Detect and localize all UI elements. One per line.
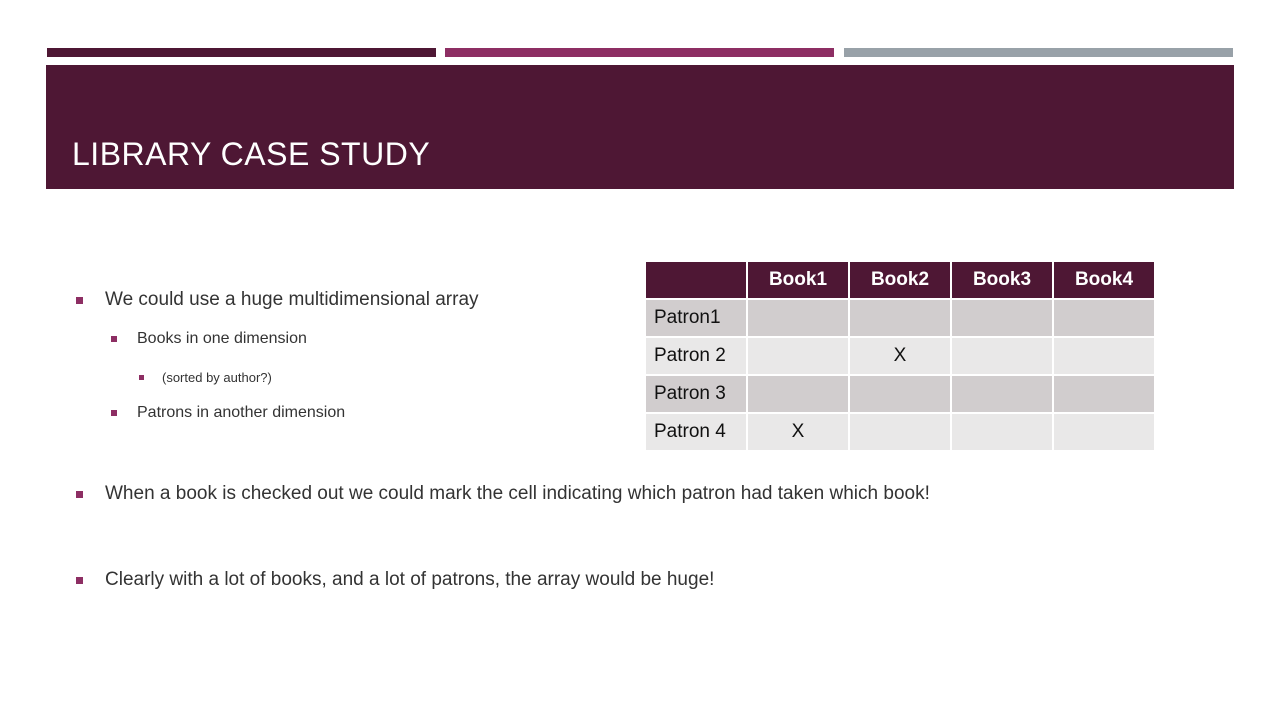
- table-header-cell: Book3: [951, 261, 1053, 299]
- table-cell: [849, 299, 951, 337]
- table-row: [645, 337, 1155, 375]
- row-label-cell: Patron1: [645, 299, 747, 337]
- table-cell: [951, 375, 1053, 413]
- bullet-square-icon: [76, 577, 83, 584]
- table-cell: [951, 337, 1053, 375]
- bullet-text: Patrons in another dimension: [137, 404, 346, 421]
- table-header-row: [645, 261, 1155, 299]
- bullet-item: [76, 483, 930, 505]
- table-cell: X: [747, 413, 849, 451]
- table-cell: [747, 337, 849, 375]
- table-header-cell: [645, 261, 747, 299]
- bullet-square-icon: [139, 375, 144, 380]
- bullet-item: [76, 569, 714, 591]
- row-label-cell: Patron 2: [645, 337, 747, 375]
- table-cell: X: [849, 337, 951, 375]
- table-cell: [849, 375, 951, 413]
- row-label-cell: Patron 4: [645, 413, 747, 451]
- bullet-text: (sorted by author?): [162, 370, 272, 385]
- bullet-text: When a book is checked out we could mark the cell indicating which patron had taken which book!: [105, 483, 930, 504]
- bullet-item: [76, 289, 479, 311]
- table-cell: [849, 413, 951, 451]
- table-header-cell: Book2: [849, 261, 951, 299]
- table-cell: [951, 413, 1053, 451]
- table-cell: [747, 299, 849, 337]
- table-cell: [1053, 413, 1155, 451]
- table-cell: [747, 375, 849, 413]
- bullet-text: We could use a huge multidimensional array: [105, 289, 479, 310]
- bullet-text: Books in one dimension: [137, 330, 307, 347]
- bullet-item: [111, 330, 307, 348]
- bullet-square-icon: [111, 410, 117, 416]
- row-label-cell: Patron 3: [645, 375, 747, 413]
- bullet-item: [111, 404, 345, 422]
- slide-title: LIBRARY CASE STUDY: [72, 136, 431, 172]
- checkout-matrix-table: [644, 260, 1156, 452]
- bullet-item: [139, 370, 272, 385]
- table-cell: [951, 299, 1053, 337]
- table-row: [645, 375, 1155, 413]
- bullet-text: Clearly with a lot of books, and a lot of patrons, the array would be huge!: [105, 569, 715, 590]
- table-header-cell: Book4: [1053, 261, 1155, 299]
- table-cell: [1053, 299, 1155, 337]
- table-cell: [1053, 375, 1155, 413]
- table-cell: [1053, 337, 1155, 375]
- bullet-square-icon: [76, 297, 83, 304]
- bullet-square-icon: [111, 336, 117, 342]
- table-row: [645, 413, 1155, 451]
- bullet-square-icon: [76, 491, 83, 498]
- table-header-cell: Book1: [747, 261, 849, 299]
- table-row: [645, 299, 1155, 337]
